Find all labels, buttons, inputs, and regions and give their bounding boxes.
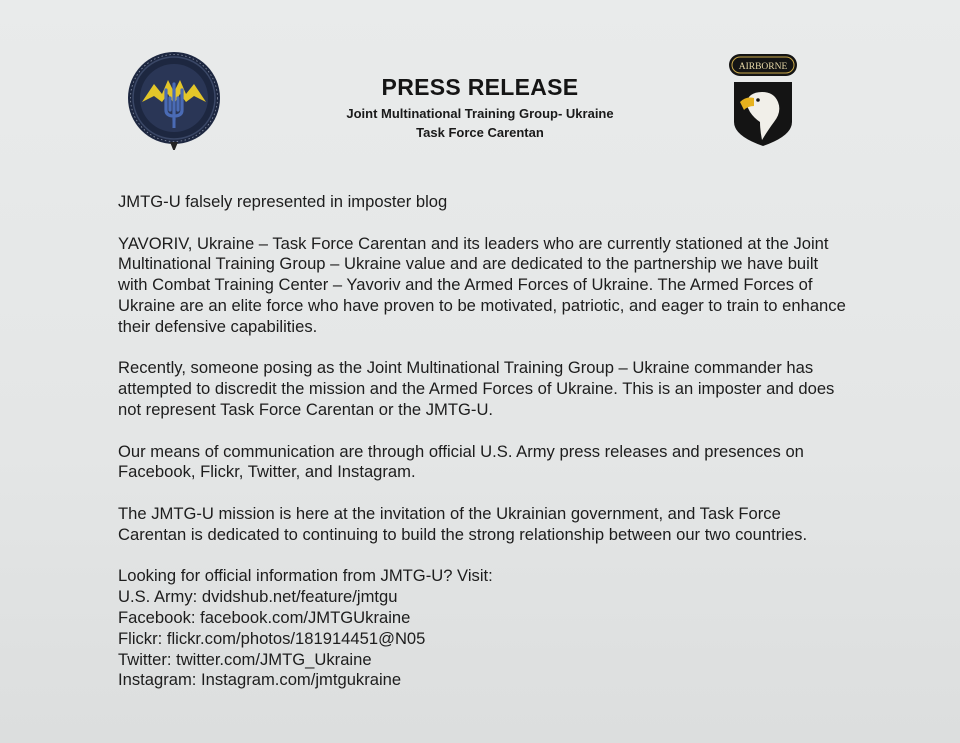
links-intro: Looking for official information from JMTG-U? Visit:	[118, 566, 493, 586]
link-facebook: Facebook: facebook.com/JMTGUkraine	[118, 607, 411, 627]
link-instagram: Instagram: Instagram.com/jmtgukraine	[118, 670, 402, 690]
link-flickr: Flickr: flickr.com/photos/181914451@N05	[118, 628, 426, 648]
press-release-body	[118, 192, 848, 691]
paragraph-4: The JMTG-U mission is here at the invitation of the Ukrainian government, and Task Force Carentan is dedicated to continuing to build the strong relationship between our two countries.	[118, 503, 808, 544]
airborne-tab-text: AIRBORNE	[738, 62, 788, 72]
headline: JMTG-U falsely represented in imposter blog	[118, 192, 448, 211]
link-us-army: U.S. Army: dvidshub.net/feature/jmtgu	[118, 587, 398, 607]
airborne-screaming-eagle-patch-icon	[726, 52, 800, 148]
official-links-list	[118, 566, 848, 691]
link-twitter: Twitter: twitter.com/JMTG_Ukraine	[118, 649, 372, 669]
organization-name: Joint Multinational Training Group- Ukraine	[346, 106, 614, 121]
task-force-name: Task Force Carentan	[416, 125, 544, 140]
airborne-patch	[726, 52, 800, 148]
page-title: PRESS RELEASE	[381, 74, 579, 100]
paragraph-2: Recently, someone posing as the Joint Multinational Training Group – Ukraine commander has attempted to discredit the mission and the Armed Forces of Ukraine. This is an imposter and does not represent Task Force Carentan or the JMTG-U.	[118, 358, 835, 419]
paragraph-1: YAVORIV, Ukraine – Task Force Carentan and its leaders who are currently stationed at the Joint Multinational Training Group – Ukraine value and are dedicated to the partnership we have built with Combat Training Center – Yavoriv and the Armed Forces of Ukraine. The Armed Forces of Ukraine are an elite force who have proven to be motivated, patriotic, and eager to train to enhance their defensive capabilities.	[118, 233, 846, 336]
paragraph-3: Our means of communication are through official U.S. Army press releases and presences on Facebook, Flickr, Twitter, and Instagram.	[118, 441, 804, 482]
